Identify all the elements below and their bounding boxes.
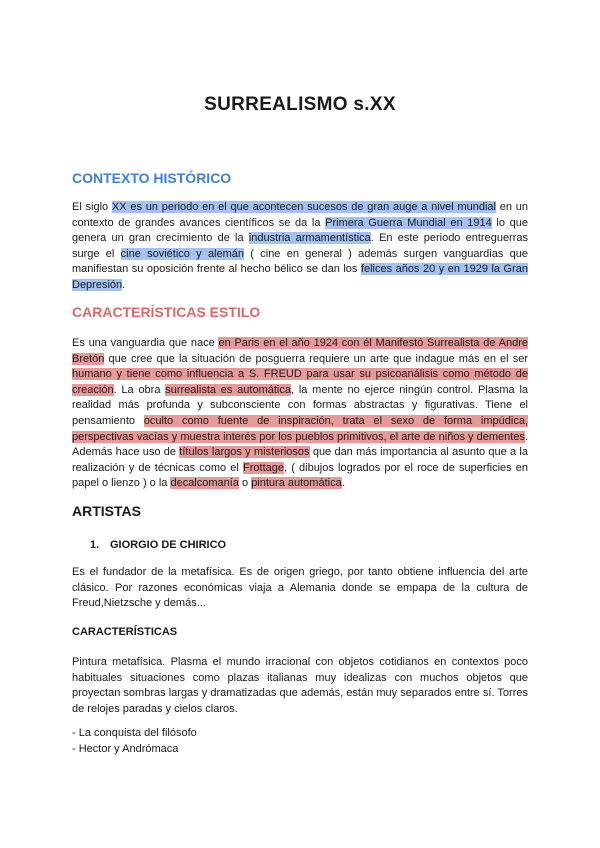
- text-run: Es una vanguardia que nace: [72, 337, 219, 349]
- highlight-red: Frottage: [243, 461, 284, 474]
- text-run: . En este periodo entreguerras surge el: [72, 232, 529, 260]
- paragraph-contexto: [72, 200, 528, 294]
- text-run: o: [238, 477, 252, 490]
- list-item: - Hector y Andrómaca: [72, 742, 179, 755]
- text-run: , ( dibujos logrados por el roce de superficies en papel o lienzo ) o la: [72, 461, 529, 490]
- text-run: en un contexto de grandes avances científicos se da la: [72, 201, 528, 229]
- highlight-red: en Paris en el año 1924 con él Manifestó Surrealista de Andre Bretón: [72, 337, 528, 365]
- list-item: - La conquista del filósofo: [72, 727, 197, 739]
- text-run: . La obra: [113, 383, 166, 396]
- subheading-caracteristicas: CARACTERÍSTICAS: [72, 626, 178, 638]
- text-run: El siglo: [72, 201, 112, 213]
- highlight-blue: XX es un periodo en el que acontecen sucesos de gran auge a nivel mundial: [111, 201, 496, 213]
- highlight-blue: Primera Guerra Mundial en 1914: [325, 216, 492, 229]
- artist-intro: Es el fundador de la metafísica. Es de origen griego, por tanto obtiene influencia del arte clásico. Por razones económicas viaja a Alemania donde se empapa de la cultura de Freud,Nietzsche y demás...: [72, 566, 528, 610]
- artist-name: GIORGIO DE CHIRICO: [110, 539, 227, 551]
- text-run: lo que genera un gran crecimiento de la: [72, 216, 528, 245]
- section-heading-artistas: ARTISTAS: [72, 503, 141, 519]
- section-heading-contexto: CONTEXTO HISTÓRICO: [72, 170, 232, 186]
- numbered-list-item: [90, 539, 226, 551]
- highlight-red: títulos largos y misteriosos: [179, 446, 310, 459]
- highlight-blue: cine soviético y alemán: [120, 247, 245, 260]
- highlight-blue: felices años 20 y en 1929 la Gran Depresión: [72, 263, 529, 291]
- text-run: .: [122, 278, 126, 291]
- text-run: , la mente no ejerce ningún control. Plasma la realidad más profunda y subconsciente con formas abstractas y figurativas. Tiene el pensamiento: [72, 383, 529, 427]
- artist-characteristics: Pintura metafísica. Plasma el mundo irracional con objetos cotidianos en contextos poco habituales situaciones como plazas italianas muy idealizas con muchos objetos que proyectan sombras largas y dramatizadas que además, están muy separados entre sí. Torres de relojes paradas y cielos claros.: [72, 656, 528, 715]
- text-run: que cree que la situación de posguerra requiere un arte que indague más en el ser: [104, 352, 528, 365]
- text-run: . Además hace uso de: [72, 430, 528, 459]
- list-number: 1.: [90, 539, 100, 551]
- text-run: .: [341, 477, 345, 490]
- page-title: SURREALISMO s.XX: [204, 94, 396, 115]
- works-list: [72, 726, 197, 757]
- highlight-red: surrealista es automática: [165, 383, 291, 396]
- text-run: ( cine en general ) además surgen vanguardias que manifiestan su oposición frente al hecho bélico se dan los: [72, 247, 528, 276]
- section-heading-caracteristicas-estilo: CARACTERÍSTICAS ESTILO: [72, 304, 261, 320]
- text-run: que dan más importancia al asunto que a la realización y de técnicas como el: [72, 446, 528, 474]
- paragraph-caracteristicas: [72, 336, 528, 492]
- highlight-blue: industria armamentística: [248, 232, 371, 245]
- highlight-red: humano y tiene como influencia a S. FREUD para usar su psicoanálisis como método de creación: [72, 368, 528, 396]
- highlight-red: oculto como fuente de inspiración, trata el sexo de forma impúdica, perspectivas vacías y muestra interés por los pueblos primitivos, el arte de niños y dementes: [72, 414, 528, 443]
- highlight-red: pintura automática: [251, 477, 342, 490]
- highlight-red: decalcomanía: [170, 477, 239, 490]
